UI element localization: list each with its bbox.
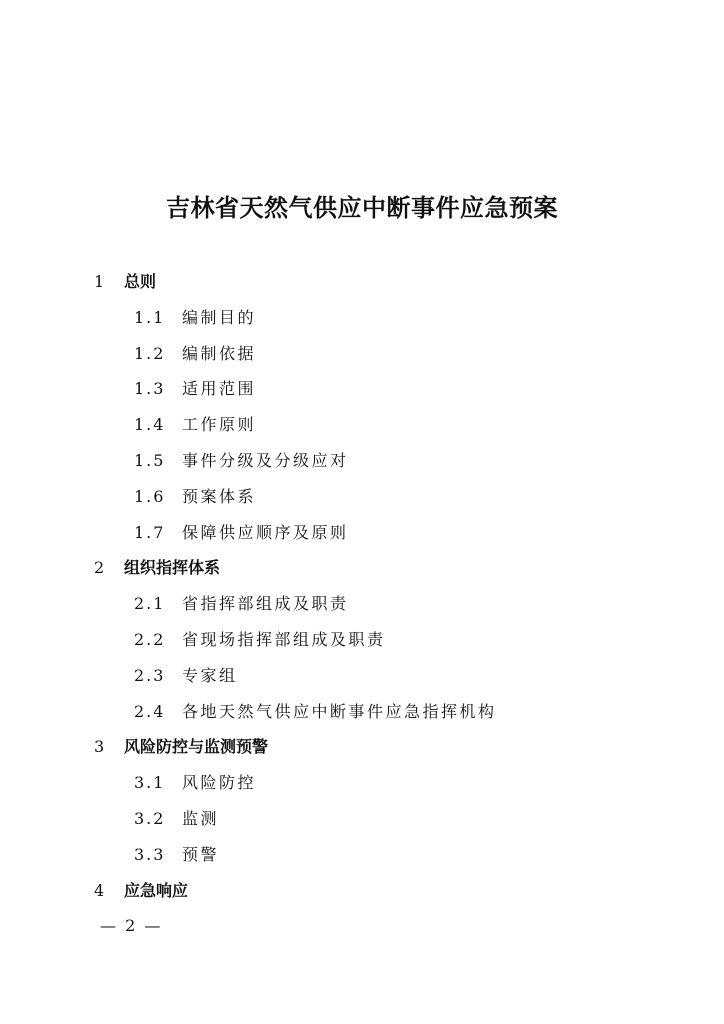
chapter-title: 总则 [124,272,157,291]
section-number: 1.1 [134,307,166,327]
toc-section-1-6[interactable] [0,479,724,515]
toc-section-1-4[interactable] [0,407,724,443]
toc-chapter-3[interactable] [0,729,724,765]
section-title: 省指挥部组成及职责 [182,594,349,614]
section-title: 省现场指挥部组成及职责 [182,629,386,649]
toc-section-1-2[interactable] [0,336,724,372]
section-number: 3.1 [134,773,166,793]
section-title: 风险防控 [182,773,257,793]
toc-section-3-2[interactable] [0,801,724,837]
document-title: 吉林省天然气供应中断事件应急预案 [166,193,558,222]
section-number: 1.3 [134,379,166,399]
toc-chapter-2[interactable] [0,550,724,586]
toc-section-2-3[interactable] [0,658,724,694]
section-number: 2.4 [134,701,166,721]
chapter-number: 3 [94,737,105,757]
chapter-number: 2 [94,558,105,578]
chapter-title: 组织指挥体系 [124,558,221,578]
toc-section-3-1[interactable] [0,765,724,801]
toc-chapter-1[interactable] [0,264,724,300]
section-title: 适用范围 [182,379,257,399]
toc-section-1-1[interactable] [0,300,724,336]
section-number: 2.2 [134,629,166,649]
chapter-number: 1 [94,272,105,291]
section-title: 监测 [182,808,220,828]
section-title: 工作原则 [182,415,257,435]
section-title: 预警 [182,844,220,864]
section-title: 各地天然气供应中断事件应急指挥机构 [182,701,497,721]
section-title: 编制目的 [182,307,257,327]
section-title: 编制依据 [182,343,257,363]
section-number: 3.2 [134,808,166,828]
section-title: 专家组 [182,665,238,685]
chapter-number: 4 [94,880,105,900]
section-number: 1.6 [134,486,166,506]
toc-section-1-5[interactable] [0,443,724,479]
section-number: 2.3 [134,665,166,685]
table-of-contents [0,264,724,908]
chapter-title: 应急响应 [124,880,189,900]
section-number: 3.3 [134,844,166,864]
toc-section-1-7[interactable] [0,515,724,551]
section-number: 1.5 [134,450,166,470]
toc-section-1-3[interactable] [0,371,724,407]
section-number: 1.7 [134,522,166,542]
chapter-title: 风险防控与监测预警 [124,737,269,757]
toc-section-2-1[interactable] [0,586,724,622]
section-title: 事件分级及分级应对 [182,450,349,470]
page-number: — 2 — [100,916,163,935]
toc-chapter-4[interactable] [0,873,724,909]
section-number: 1.2 [134,343,166,363]
section-number: 1.4 [134,415,166,435]
toc-section-2-2[interactable] [0,622,724,658]
section-number: 2.1 [134,594,166,614]
toc-section-2-4[interactable] [0,694,724,730]
toc-section-3-3[interactable] [0,837,724,873]
section-title: 预案体系 [182,486,257,506]
section-title: 保障供应顺序及原则 [182,522,349,542]
